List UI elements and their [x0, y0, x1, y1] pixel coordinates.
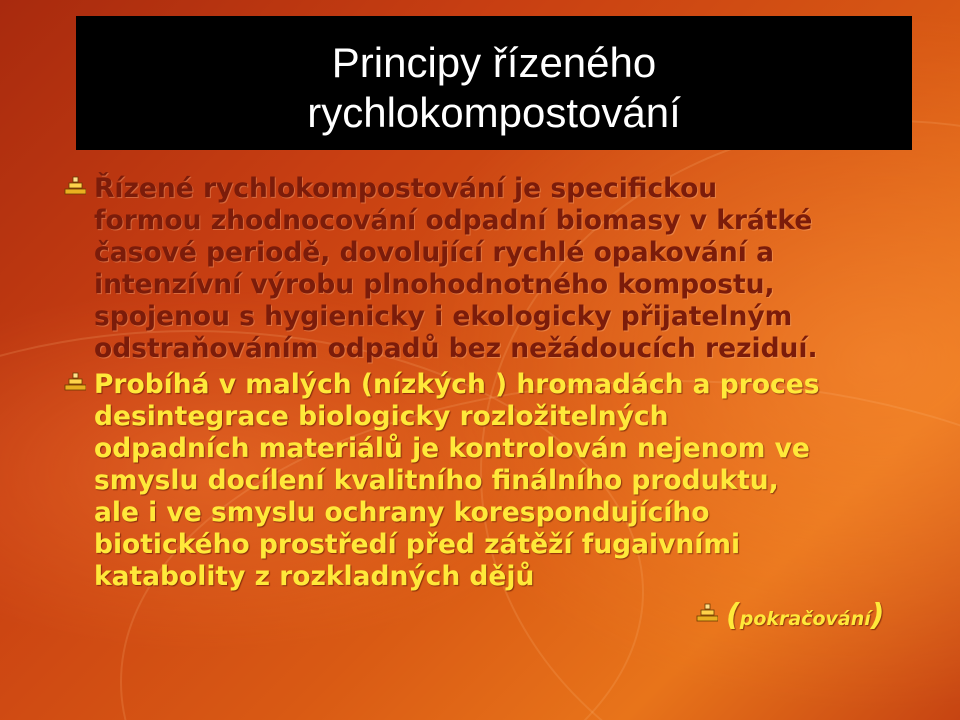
paragraph-line: Probíhá v malých (nízkých ) hromadách a proces — [94, 369, 820, 400]
continued-label: pokračování — [739, 608, 871, 630]
paragraph-line: spojenou s hygienicky i ekologicky přijatelným — [94, 301, 793, 332]
open-paren: ( — [726, 598, 740, 633]
paragraph-line: katabolity z rozkladných dějů — [94, 561, 535, 592]
title-line: rychlokompostování — [307, 89, 681, 136]
paragraph-line: časové periodě, dovolující rychlé opakování a — [94, 237, 774, 268]
stacked-bars-bullet-icon — [696, 603, 718, 625]
bullet-paragraph-1 — [94, 173, 818, 365]
paragraph-line: Řízené rychlokompostování je specifickou — [94, 173, 718, 204]
paragraph-line: desintegrace biologicky rozložitelných — [94, 401, 669, 432]
paragraph-line: ale i ve smyslu ochrany korespondujícího — [94, 497, 710, 528]
slide-title — [76, 38, 912, 138]
close-paren: ) — [870, 598, 885, 633]
continued-note — [726, 598, 884, 633]
stacked-bars-bullet-icon — [64, 176, 86, 198]
paragraph-line: odpadních materiálů je kontrolován nejenom ve — [94, 433, 810, 464]
paragraph-line: intenzívní výrobu plnohodnotného kompostu, — [94, 269, 775, 300]
stacked-bars-bullet-icon — [64, 372, 86, 394]
paragraph-line: biotického prostředí před zátěží fugaivními — [94, 529, 741, 560]
title-banner — [76, 16, 912, 150]
paragraph-line: formou zhodnocování odpadní biomasy v krátké — [94, 205, 813, 236]
paragraph-line: smyslu docílení kvalitního finálního produktu, — [94, 465, 779, 496]
title-line: Principy řízeného — [331, 39, 657, 86]
paragraph-line: odstraňováním odpadů bez nežádoucích reziduí. — [94, 333, 818, 364]
bullet-paragraph-2 — [94, 369, 820, 593]
